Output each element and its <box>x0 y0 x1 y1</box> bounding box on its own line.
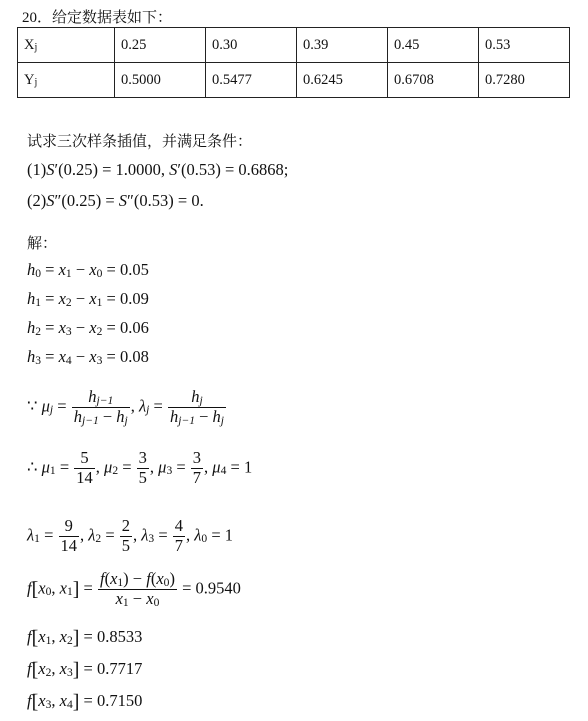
lambda-values: $\lambda_1$ = $\frac{9}{14}$ , $\lambda_2$ = $\frac{2}{5}$ , $\lambda_3$ = $\frac{4}{7}$ , $\lambda_0 = 1$ <box>27 516 233 555</box>
h0-equation: $h_0 = x_1 - x_0 = 0.05$ <box>27 260 149 280</box>
condition-2: (2)S″(0.25) = S″(0.53) = 0. <box>27 191 204 210</box>
table-cell: 0.6245 <box>297 63 388 98</box>
table-row <box>18 28 570 63</box>
divided-difference-12: $f[x_1$, $x_2] = 0.8533$ <box>27 627 143 649</box>
lambda-fraction: $\frac{h_j}{h_{j-1} - h_j}$ <box>169 387 225 427</box>
row-label-x: $X_j$ <box>18 28 115 63</box>
table-cell: 0.5000 <box>115 63 206 98</box>
table-cell: 0.25 <box>115 28 206 63</box>
table-cell: 0.6708 <box>388 63 479 98</box>
mu-lambda-definition: ∵ $\mu_j$ = $\frac{h_{j-1}}{h_{j-1} - h_j}$ , $\lambda_j$ = $\frac{h_j}{h_{j-1} - h_j}$ <box>27 387 225 427</box>
table-row <box>18 63 570 98</box>
condition-1: (1)S′(0.25) = 1.0000, S′(0.53) = 0.6868; <box>27 160 289 179</box>
divided-difference-23: $f[x_2$, $x_3] = 0.7717$ <box>27 659 143 681</box>
row-label-y: $Y_j$ <box>18 63 115 98</box>
divided-difference-fraction: $\frac{f(x_1) - f(x_0)}{x_1 - x_0}$ <box>99 569 175 609</box>
table-cell: 0.5477 <box>206 63 297 98</box>
solution-label: 解： <box>27 236 58 252</box>
table-cell: 0.45 <box>388 28 479 63</box>
table-cell: 0.39 <box>297 28 388 63</box>
h1-equation: $h_1 = x_2 - x_1 = 0.09$ <box>27 289 149 309</box>
mu-fraction: $\frac{h_{j-1}}{h_{j-1} - h_j}$ <box>73 387 128 427</box>
divided-difference-01: $f[x_0$, $x_1$] = $\frac{f(x_1) - f(x_0)}{x_1 - x_0}$ = 0.9540 <box>27 569 241 609</box>
divided-difference-34: $f[x_3$, $x_4] = 0.7150$ <box>27 691 143 713</box>
table-cell: 0.53 <box>479 28 570 63</box>
h3-equation: $h_3 = x_4 - x_3 = 0.08$ <box>27 347 149 367</box>
mu-values: ∴ $\mu_1$ = $\frac{5}{14}$ , $\mu_2$ = $\frac{3}{5}$ , $\mu_3$ = $\frac{3}{7}$ , $\mu_4 = 1$ <box>27 448 253 487</box>
table-cell: 0.30 <box>206 28 297 63</box>
task-text: 试求三次样条插值，并满足条件： <box>27 134 253 150</box>
table-cell: 0.7280 <box>479 63 570 98</box>
data-table <box>17 27 570 98</box>
h2-equation: $h_2 = x_3 - x_2 = 0.06$ <box>27 318 149 338</box>
problem-heading: 20．给定数据表如下： <box>22 10 173 26</box>
